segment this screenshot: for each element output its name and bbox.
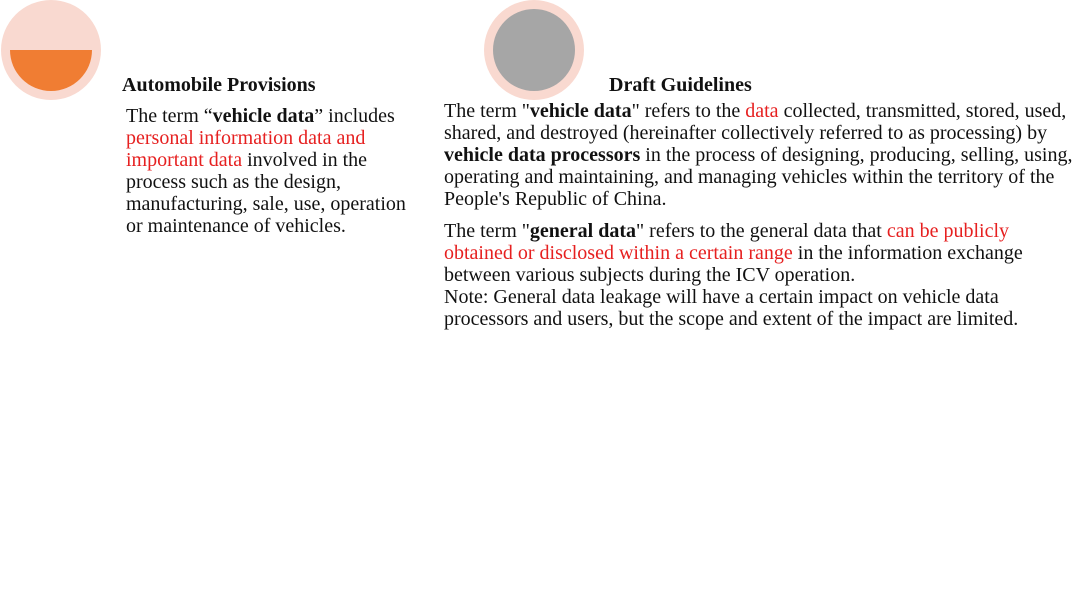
highlight-personal-important-data: personal information data and important data — [126, 127, 366, 171]
text-run: The term " — [444, 100, 530, 122]
text-run: in the information exchange between various subjects during the ICV operation. — [444, 242, 1023, 286]
text-run: ” includes — [314, 105, 395, 127]
general-data-note: Note: General data leakage will have a certain impact on vehicle data processors and users, but the scope and extent of the impact are limited. — [444, 286, 1019, 330]
text-run: in the process of designing, producing, selling, using, operating and maintaining, and managing vehicles within the territory of the People's Republic of China. — [444, 144, 1073, 210]
term-vehicle-data-processors: vehicle data processors — [444, 144, 641, 166]
highlight-data: data — [745, 100, 779, 122]
term-vehicle-data: vehicle data — [529, 100, 632, 122]
term-general-data: general data — [529, 220, 637, 242]
general-data-definition — [444, 220, 1074, 286]
text-run: The term " — [444, 220, 530, 242]
circle-inner — [10, 9, 92, 91]
automobile-provisions-text — [126, 105, 426, 237]
vehicle-data-definition — [444, 100, 1074, 210]
automobile-provisions-heading: Automobile Provisions — [122, 74, 316, 96]
term-vehicle-data: vehicle data — [212, 105, 315, 127]
half-filled-circle-icon — [1, 0, 101, 100]
highlight-publicly-obtained: can be publicly obtained or disclosed within a certain range — [444, 220, 1010, 264]
draft-guidelines-heading: Draft Guidelines — [609, 74, 752, 96]
draft-guidelines-text — [444, 100, 1074, 330]
text-run: " refers to the general data that — [636, 220, 887, 242]
text-run: " refers to the — [631, 100, 746, 122]
text-run: involved in the process such as the design, manufacturing, sale, use, operation or maintenance of vehicles. — [126, 149, 406, 237]
circle-inner-grey — [493, 9, 575, 91]
text-run: The term “ — [126, 105, 213, 127]
grey-circle-icon — [484, 0, 584, 100]
text-run: collected, transmitted, stored, used, shared, and destroyed (hereinafter collectively referred to as processing) by — [444, 100, 1067, 144]
orange-fill — [10, 50, 92, 91]
